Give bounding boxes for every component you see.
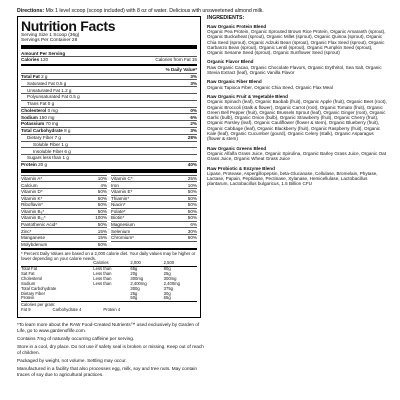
vitamin-name: Folate* — [111, 208, 126, 214]
amount-per-serving: Amount Per Serving — [21, 50, 66, 56]
vitamin-cell — [21, 195, 107, 202]
vitamin-name: Calcium — [21, 182, 38, 188]
nutrient-cell — [21, 121, 58, 126]
ingredients-header: INGREDIENTS: — [207, 15, 245, 21]
vitamin-cell — [111, 241, 197, 248]
nutrient-row — [21, 100, 197, 107]
dv-table-cell: Calories — [93, 261, 130, 266]
nutrient-row — [21, 73, 197, 80]
nutrient-row — [21, 147, 197, 154]
dv-table-cell: Less than — [93, 280, 112, 286]
blend-title: Raw Organic Fruit & Vegetable Blend — [207, 93, 288, 99]
vitamin-name: Pantothenic Acid* — [21, 222, 58, 227]
dv-table-cell: Less than — [93, 266, 112, 272]
dv-table-cell: 2,400mg — [163, 280, 180, 286]
dv-table-cell: 80g — [163, 266, 171, 272]
vitamin-name: Vitamin E* — [111, 189, 133, 195]
nutrient-label: Sugars — [27, 155, 42, 161]
vitamin-dv: 50% — [97, 189, 107, 195]
nutrient-amount: 20 g — [38, 162, 48, 168]
nutrient-cell — [21, 128, 70, 133]
nutrient-row — [21, 127, 197, 134]
nutrient-row — [21, 113, 197, 120]
vitamin-cell — [111, 227, 197, 234]
vitamin-name: Biotin* — [111, 215, 125, 221]
nutrient-label: Sodium — [21, 114, 38, 120]
nutrient-row — [21, 93, 197, 100]
serving-size: Serving Size 1 Scoop (36g) — [21, 33, 80, 38]
vitamin-dv: 50% — [97, 241, 107, 247]
nutrient-amount: 1 g — [61, 141, 68, 147]
directions-label: Directions: — [17, 8, 45, 14]
dv-table-cell: 2,000 — [130, 261, 163, 266]
vitamin-dv: 50% — [97, 202, 107, 208]
blend-title: Organic Flavor Blend — [207, 59, 254, 65]
dv-table-cell: 30g — [163, 290, 171, 296]
nutrient-dv: 0% — [190, 107, 197, 113]
nutrient-amount: 2 g — [41, 73, 48, 79]
servings-per-container: Servings Per Container 28 — [21, 38, 78, 44]
vitamin-name: Zinc* — [21, 228, 32, 234]
vitamin-dv: 50% — [97, 195, 107, 201]
vitamin-cell — [111, 208, 197, 215]
vitamin-cell — [111, 188, 197, 195]
vitamin-name: Niacin* — [111, 202, 126, 208]
nutrient-amount: 6 g — [64, 148, 71, 154]
nutrient-label: Protein — [21, 162, 37, 168]
notes-section — [17, 322, 205, 380]
note-raw-food: *To learn more about the RAW Food-Created Nutrients™ used exclusively by Garden of Life, go to www.gardenoflife.com. — [17, 322, 200, 333]
vitamin-cell — [111, 175, 197, 182]
vitamin-cell — [111, 214, 197, 221]
nutrient-rows — [21, 73, 197, 168]
vitamin-cell — [111, 234, 197, 241]
nutrient-dv: 28% — [187, 135, 197, 141]
nutrient-label: Potassium — [21, 121, 45, 127]
vitamin-name: Vitamin K* — [21, 195, 43, 201]
nutrient-cell — [27, 155, 69, 160]
calories-per-gram-label: Calories per gram: — [21, 302, 56, 308]
nutrient-dv: 3% — [190, 73, 197, 79]
dv-table-cell: 2,400mg — [130, 280, 147, 286]
dv-table-cell: Sat Fat — [21, 270, 35, 276]
nutrient-label: Saturated Fat — [27, 80, 55, 86]
nutrient-label: Total Fat — [21, 73, 40, 79]
nutrient-amount: less than 1 g — [42, 155, 69, 161]
nutrient-row — [21, 107, 197, 114]
nutrient-cell — [27, 101, 54, 106]
nutrient-label: Polyunsaturated Fat — [27, 94, 69, 100]
vitamin-dv: 50% — [187, 208, 197, 214]
dv-table-cell: Less than — [93, 270, 112, 276]
nutrient-label: Soluble Fiber — [33, 141, 61, 147]
vitamin-dv: 60% — [187, 235, 197, 241]
vitamin-dv: 15% — [97, 235, 107, 241]
nutrient-row — [21, 86, 197, 93]
nutrient-amount: 70 mg — [45, 121, 59, 127]
nutrient-cell — [21, 108, 58, 113]
cal-carbohydrate: Carbohydrate 4 — [52, 307, 82, 313]
cal-fat: Fat 9 — [21, 307, 31, 313]
vitamin-name: Vitamin B₆* — [21, 208, 45, 214]
blend-title: Raw Organic Greens Blend — [207, 145, 267, 151]
calories-value: 120 — [40, 57, 49, 63]
calories-cell — [21, 57, 48, 62]
dv-table-cell: Less than — [93, 275, 112, 281]
vitamin-name: Thiamin* — [111, 195, 130, 201]
vitamin-name: Vitamin D* — [21, 189, 43, 195]
blend-text: Organic Pea Protein, Organic Sprouted Brown Rice Protein, Organic Amaranth (sprout), Organic Buckwheat (sprout), Organic Millet (sprout), Organic Quinoa (sprout), Organic Chia Seed (sprout), Organic Adzuki Bean (sprout), Organic Flax Seed (sprout), Organic Garbanzo Bean (sprout), Organic Lentil (sprout), Organic Pumpkin Seed (sprout), Organic Sesame Seed (sprout), Organic Sunflower Seed (sprout) — [207, 28, 386, 56]
nutrient-cell — [21, 115, 54, 120]
nutrient-row — [21, 161, 197, 168]
blend-text: Organic Spinach (leaf), Organic Baobab (fruit), Organic Apple (fruit), Organic Beet (root), Organic Broccoli (stalk & flower), Organic Carrot (root), Organic Tomato (fruit), Organic Green Bell Pepper (fruit), Organic Brussels Sprout (leaf), Organic Ginger (root), Organic Garlic (bulb), Organic Onion (bulb), Organic Strawberry (fruit), Organic Cherry (fruit), Organic Parsley (leaf), Organic Cauliflower (flower & stem), Organic Blueberry (fruit), Organic Cabbage (leaf), Organic Blackberry (fruit), Organic Raspberry (fruit), Organic Kale (leaf), Organic Cucumber (gourd), Organic Celery (stalk), Organic Asparagus (flower & stem) — [207, 99, 387, 142]
nutrient-amount: 7 g — [54, 135, 61, 141]
vitamin-cell — [111, 181, 197, 188]
dv-table-cell: 375g — [163, 285, 173, 291]
vitamin-name: Manganese — [21, 235, 46, 241]
dv-table-cell: 65g — [163, 295, 171, 301]
vitamin-cell — [21, 221, 107, 228]
nutrient-dv: 6% — [190, 114, 197, 120]
blend-text: Lipase, Protease, Aspergillopepsin, beta-Glucanase, Cellulase, Bromelain, Phytase, Lactase, Papain, Peptidase, Pectinase, Xylanase, Hemicellulase, Lactobacillus plantarum, Lactobacillus bulgaricus, 1.5 Billion CFU — [207, 170, 378, 187]
directions — [17, 8, 387, 14]
ingredients-section — [207, 16, 387, 187]
dv-table-cell: 25g — [130, 290, 138, 296]
nutrient-cell — [27, 135, 61, 140]
nutrition-facts-panel — [17, 16, 201, 318]
nutrient-cell — [33, 149, 71, 154]
note-storage: Store in a cool, dry place. Do not use if safety seal is broken or missing. Keep out of reach of children. — [17, 343, 204, 355]
footnote: * Percent Daily Values are based on a 2,000 calorie diet. Your daily values may be higher or lower depending on your calorie needs. — [21, 251, 196, 262]
nutrient-amount: 0.5 g — [56, 80, 67, 86]
dv-table-cell: Protein — [21, 295, 35, 301]
divider-thick — [21, 45, 197, 49]
vitamin-dv: 30% — [187, 228, 197, 234]
vitamin-dv: 10% — [97, 175, 107, 181]
nutrient-cell — [33, 142, 68, 147]
dv-table-cell: Cholesterol — [21, 275, 43, 281]
nutrient-label: Unsaturated Fat — [27, 87, 60, 93]
calories-from-fat: Calories from Fat 15 — [155, 57, 197, 63]
vitamin-dv: 50% — [187, 189, 197, 195]
blend-text: Raw Organic Cacao, Organic Chocolate Flavors, Organic Erythritol, Sea Salt, Organic Stevia Extract (leaf), Organic Vanilla Flavor — [207, 64, 382, 76]
vitamin-dv: 50% — [187, 202, 197, 208]
nutrient-amount: 1.2 g — [61, 87, 72, 93]
nutrient-amount: 0.5 g — [69, 94, 80, 100]
nutrition-facts-title: Nutrition Facts — [21, 18, 116, 34]
nutrient-label: Dietary Fiber — [27, 135, 54, 141]
vitamin-cell — [111, 195, 197, 202]
nutrient-label: Insoluble Fiber — [33, 148, 64, 154]
vitamin-cell — [21, 241, 107, 248]
dv-table-cell: 20g — [130, 270, 138, 276]
vitamin-name: Vitamin A* — [21, 175, 43, 181]
vitamin-name: Chromium* — [111, 235, 134, 241]
dv-table-cell: Total Carbohydrate — [21, 285, 57, 291]
vitamin-name: Vitamin B₁₂* — [21, 215, 46, 221]
note-allergens: Manufactured in a facility that also processes egg, milk, soy and tree nuts. May contain traces of soy due to agricultural practices. — [17, 365, 198, 377]
directions-text: Mix 1 level scoop (scoop included) with 8 oz of water. Delicious with unsweetened almond milk. — [45, 8, 264, 14]
dv-table-cell: 65g — [130, 266, 138, 272]
vitamin-cell — [21, 181, 107, 188]
dv-table-cell: 300mg — [163, 275, 177, 281]
dv-table-cell: 300mg — [130, 275, 144, 281]
calories-per-gram-values — [21, 307, 197, 312]
dv-table-cell: 2,500 — [164, 261, 197, 266]
note-packaging: Packaged by weight, not volume. Settling may occur. — [17, 357, 127, 363]
nutrient-label: Cholesterol — [21, 107, 47, 113]
note-caffeine: Contains 7mg of naturally occurring caffeine per serving. — [17, 335, 135, 341]
vitamin-cell — [21, 227, 107, 234]
nutrient-dv: 3% — [190, 80, 197, 86]
nutrient-amount: 150 mg — [39, 114, 55, 120]
nutrient-cell — [27, 94, 80, 99]
dv-header: % Daily Value* — [165, 67, 197, 73]
nutrient-row — [21, 79, 197, 86]
vitamin-dv: 50% — [187, 195, 197, 201]
nutrient-row — [21, 120, 197, 127]
dv-table-cell: Dietary Fiber — [21, 290, 45, 296]
calories-label: Calories — [21, 57, 40, 63]
cal-protein: Protein 4 — [103, 307, 121, 313]
vitamin-cell — [111, 201, 197, 208]
vitamin-cell — [111, 221, 197, 228]
divider-thick — [21, 169, 197, 173]
divider-medium — [21, 64, 197, 66]
nutrient-cell — [21, 162, 47, 167]
vitamin-grid — [21, 175, 197, 247]
dv-table-cell: 50g — [130, 295, 138, 301]
dv-table-cell: Sodium — [21, 280, 36, 286]
vitamin-dv: 15% — [97, 228, 107, 234]
vitamin-name: Riboflavin* — [21, 202, 43, 208]
vitamin-name: Selenium — [111, 228, 131, 234]
vitamin-dv — [175, 242, 197, 247]
nutrient-dv: 40% — [187, 162, 197, 168]
vitamin-dv: 6% — [190, 222, 197, 227]
blend-text: Organic Alfalfa Grass Juice, Organic Spirulina, Organic Barley Grass Juice, Organic Oat Grass Juice, Organic Wheat Grass Juice — [207, 150, 386, 162]
nutrient-row — [21, 134, 197, 141]
nutrient-amount: 0 mg — [47, 107, 58, 113]
vitamin-cell — [21, 208, 107, 215]
dv-table-cell: Total Fat — [21, 266, 38, 272]
vitamin-dv: 50% — [187, 215, 197, 221]
nutrient-dv: 2% — [190, 121, 197, 127]
blend-title: Raw Probiotic & Enzyme Blend — [207, 165, 275, 171]
blend-title: Raw Organic Protein Blend — [207, 23, 267, 29]
divider-medium — [21, 248, 197, 250]
nutrient-label: Trans Fat — [27, 101, 47, 107]
vitamin-cell — [21, 234, 107, 241]
vitamin-cell — [21, 188, 107, 195]
calories-row — [21, 56, 197, 63]
vitamin-name: Magnesium — [111, 222, 135, 227]
nutrient-cell — [21, 74, 47, 79]
blend-text: Organic Tapioca Fiber, Organic Chia Seed, Organic Flax Meal — [207, 84, 333, 90]
vitamin-cell — [21, 201, 107, 208]
dv-table-cell: 300g — [130, 285, 140, 291]
nutrient-dv: 3% — [190, 128, 197, 134]
vitamin-dv: 100% — [95, 215, 107, 221]
vitamin-name: Molybdenum — [21, 241, 48, 247]
vitamin-dv: 25% — [187, 175, 197, 181]
vitamin-dv: 10% — [187, 182, 197, 188]
nutrient-row — [21, 154, 197, 161]
dv-table-cell: 25g — [163, 270, 171, 276]
nutrient-label: Total Carbohydrate — [21, 128, 63, 134]
vitamin-name: Vitamin C* — [111, 175, 133, 181]
vitamin-dv: 50% — [97, 208, 107, 214]
nutrient-amount: 0 g — [47, 101, 55, 107]
vitamin-dv: 4% — [100, 182, 107, 188]
nutrient-row — [21, 141, 197, 148]
daily-value-table — [21, 261, 197, 301]
blend-title: Raw Organic Fiber Blend — [207, 79, 262, 85]
vitamin-dv: 50% — [97, 222, 107, 227]
vitamin-cell — [21, 175, 107, 182]
vitamin-name — [111, 242, 175, 247]
nutrient-cell — [27, 88, 71, 93]
vitamin-cell — [21, 214, 107, 221]
nutrient-cell — [27, 81, 66, 86]
nutrient-amount: 8 g — [64, 128, 71, 134]
vitamin-name: Iron — [111, 182, 119, 188]
